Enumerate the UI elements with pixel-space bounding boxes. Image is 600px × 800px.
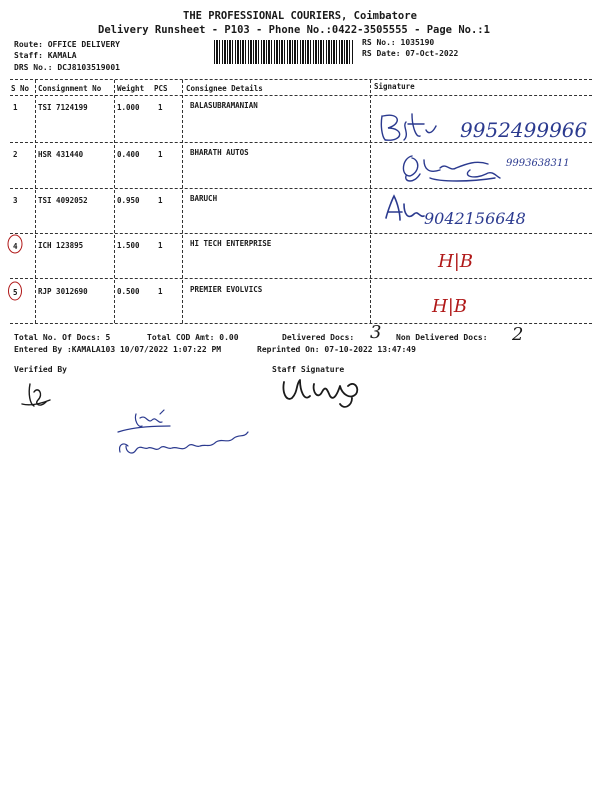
row-sno: 5 [13,288,18,297]
non-delivered-docs-label: Non Delivered Docs: [396,333,488,342]
row-weight: 0.400 [117,150,140,159]
delivered-docs-label: Delivered Docs: [282,333,355,342]
company-title: THE PROFESSIONAL COURIERS, Coimbatore [183,10,417,22]
signature-phone-2: 9993638311 [506,158,570,169]
row-weight: 0.950 [117,196,140,205]
row-weight: 0.500 [117,287,140,296]
row-pcs: 1 [158,150,163,159]
entered-by: Entered By :KAMALA103 10/07/2022 1:07:22 PM [14,345,222,354]
row-consignment: TSI 4092052 [38,196,88,205]
row-consignee: BHARATH AUTOS [190,148,249,157]
row-consignment: RJP 3012690 [38,287,88,296]
col-header-consignment: Consignment No [38,84,102,93]
col-header-sno: S No [11,84,30,93]
row-consignee: PREMIER EVOLVICS [190,285,263,294]
non-delivered-docs-count: 2 [512,324,524,345]
row-pcs: 1 [158,196,163,205]
row-consignment: ICH 123895 [38,241,84,250]
row-sno: 1 [13,103,18,112]
total-cod: Total COD Amt: 0.00 [147,333,239,342]
reprinted-on: Reprinted On: 07-10-2022 13:47:49 [257,345,416,354]
hb-text-4: H|B [438,251,473,272]
route-label: Route: OFFICE DELIVERY [14,40,120,49]
runsheet-subtitle: Delivery Runsheet - P103 - Phone No.:0422-3505555 - Page No.:1 [98,24,490,36]
col-header-pcs: PCS [154,84,168,93]
verified-by-label: Verified By [14,365,67,374]
delivered-docs-count: 3 [370,322,382,343]
col-header-signature: Signature [374,82,415,91]
row-consignee: HI TECH ENTERPRISE [190,239,272,248]
row-pcs: 1 [158,287,163,296]
row-consignee: BALASUBRAMANIAN [190,101,258,110]
row-weight: 1.000 [117,103,140,112]
row-pcs: 1 [158,241,163,250]
rs-number: RS No.: 1035190 [362,38,435,47]
signature-phone-1: 9952499966 [460,118,588,142]
staff-label: Staff: KAMALA [14,51,77,60]
total-docs: Total No. Of Docs: 5 [14,333,111,342]
hb-text-5: H|B [432,296,467,317]
row-weight: 1.500 [117,241,140,250]
row-sno: 4 [13,242,18,251]
col-header-weight: Weight [117,84,145,93]
staff-signature-label: Staff Signature [272,365,345,374]
row-consignment: HSR 431440 [38,150,84,159]
signature-phone-3: 9042156648 [424,209,526,228]
col-header-consignee: Consignee Details [186,84,263,93]
row-consignment: TSI 7124199 [38,103,88,112]
row-consignee: BARUCH [190,194,218,203]
row-pcs: 1 [158,103,163,112]
rs-date: RS Date: 07-Oct-2022 [362,49,459,58]
drs-number: DRS No.: DCJ8103519001 [14,63,120,72]
row-sno: 2 [13,150,18,159]
row-sno: 3 [13,196,18,205]
